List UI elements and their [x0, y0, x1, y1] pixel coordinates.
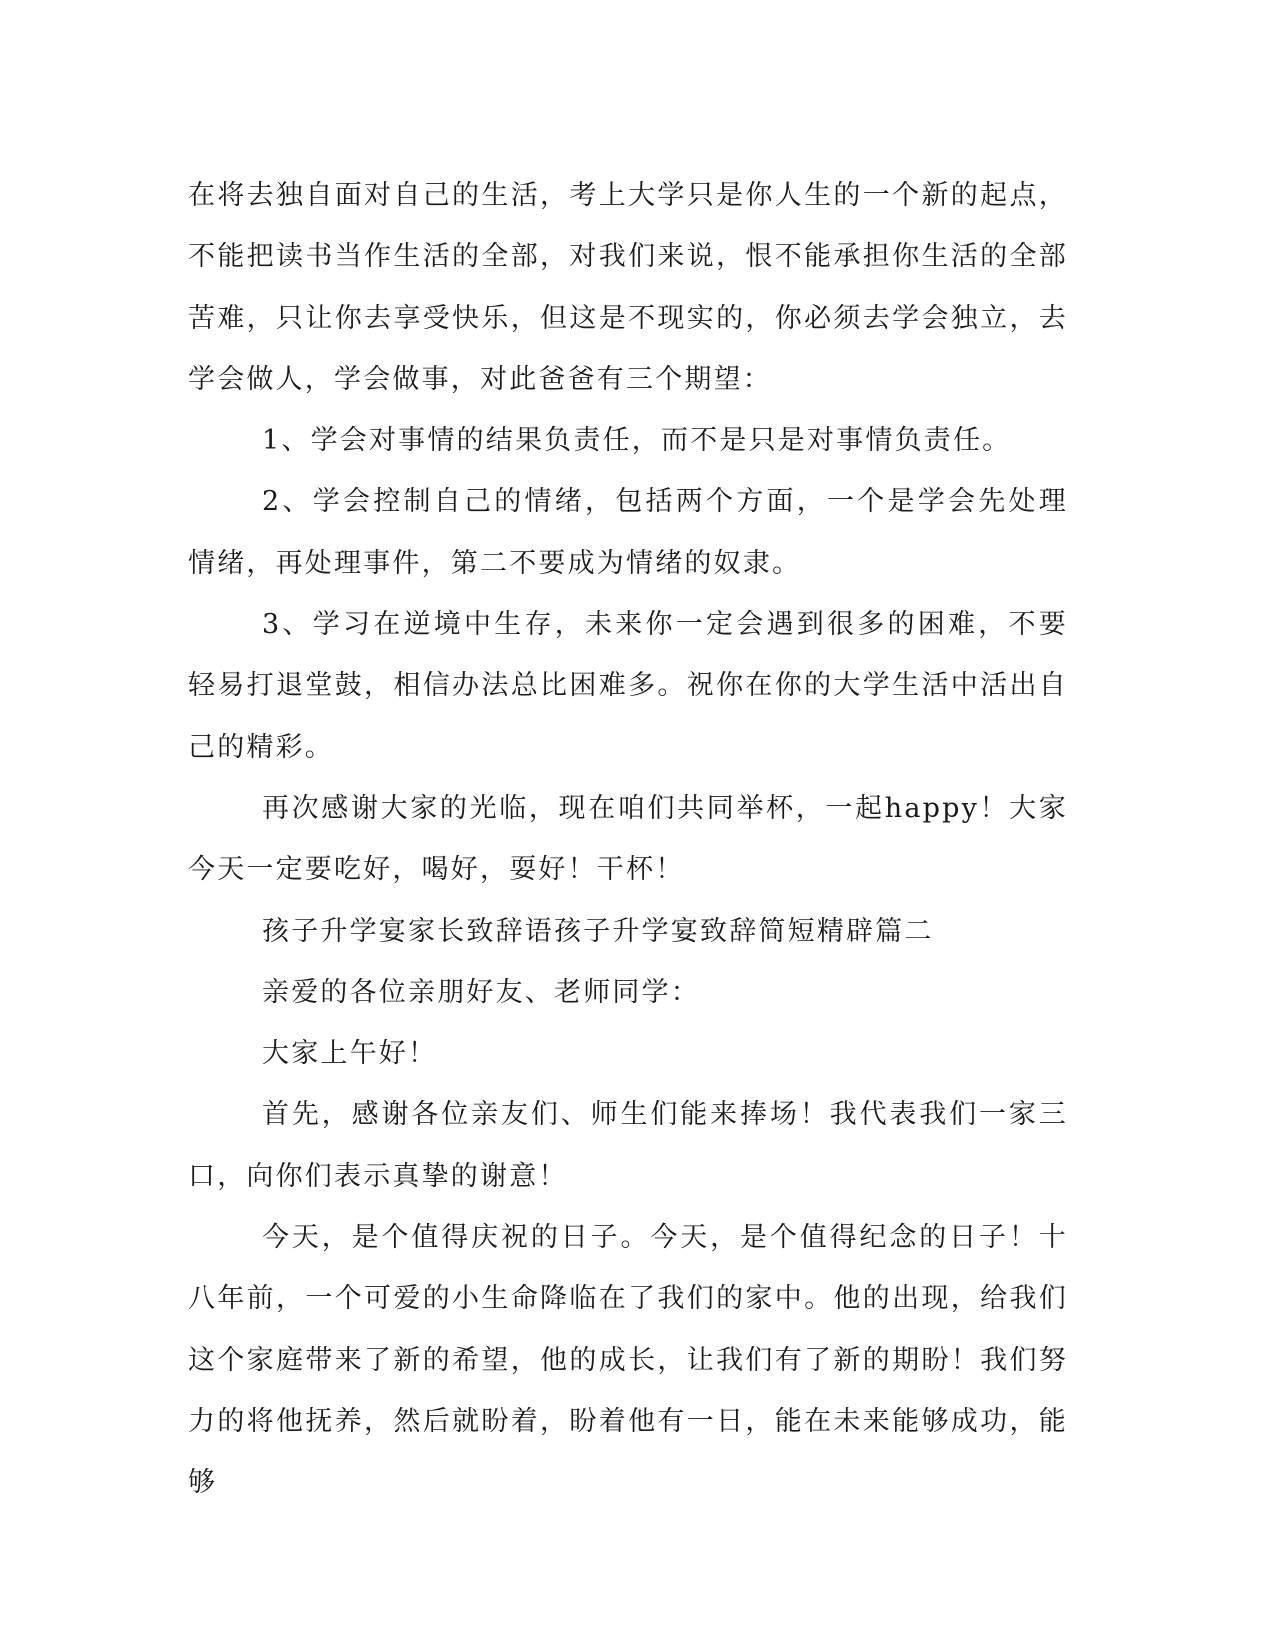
paragraph: 在将去独自面对自己的生活，考上大学只是你人生的一个新的起点，不能把读书当作生活的全部，对我们来说，恨不能承担你生活的全部苦难，只让你去享受快乐，但这是不现实的，你必须去学会独立，去学会做人，学会做事，对此爸爸有三个期望：: [188, 180, 1068, 395]
paragraph: 今天，是个值得庆祝的日子。今天，是个值得纪念的日子！十八年前，一个可爱的小生命降临在了我们的家中。他的出现，给我们这个家庭带来了新的希望，他的成长，让我们有了新的期盼！我们努力的将他抚养，然后就盼着，盼着他有一日，能在未来能够成功，能够: [188, 1222, 1068, 1499]
greeting: 大家上午好！: [262, 1038, 438, 1070]
document-body: [188, 165, 1068, 1514]
paragraph: 首先，感谢各位亲友们、师生们能来捧场！我代表我们一家三口，向你们表示真挚的谢意！: [188, 1099, 1068, 1192]
paragraph: 再次感谢大家的光临，现在咱们共同举杯，一起happy！大家今天一定要吃好，喝好，耍好！干杯！: [188, 792, 1068, 886]
list-item: 1、学会对事情的结果负责任，而不是只是对事情负责任。: [262, 425, 1012, 457]
salutation: 亲爱的各位亲朋好友、老师同学：: [262, 976, 700, 1008]
section-title: 孩子升学宴家长致辞语孩子升学宴致辞简短精辟篇二: [262, 915, 934, 947]
list-item: 2、学会控制自己的情绪，包括两个方面，一个是学会先处理情绪，再处理事件，第二不要成为情绪的奴隶。: [188, 486, 1068, 579]
list-item: 3、学习在逆境中生存，未来你一定会遇到很多的困难，不要轻易打退堂鼓，相信办法总比困难多。祝你在你的大学生活中活出自己的精彩。: [188, 609, 1068, 763]
